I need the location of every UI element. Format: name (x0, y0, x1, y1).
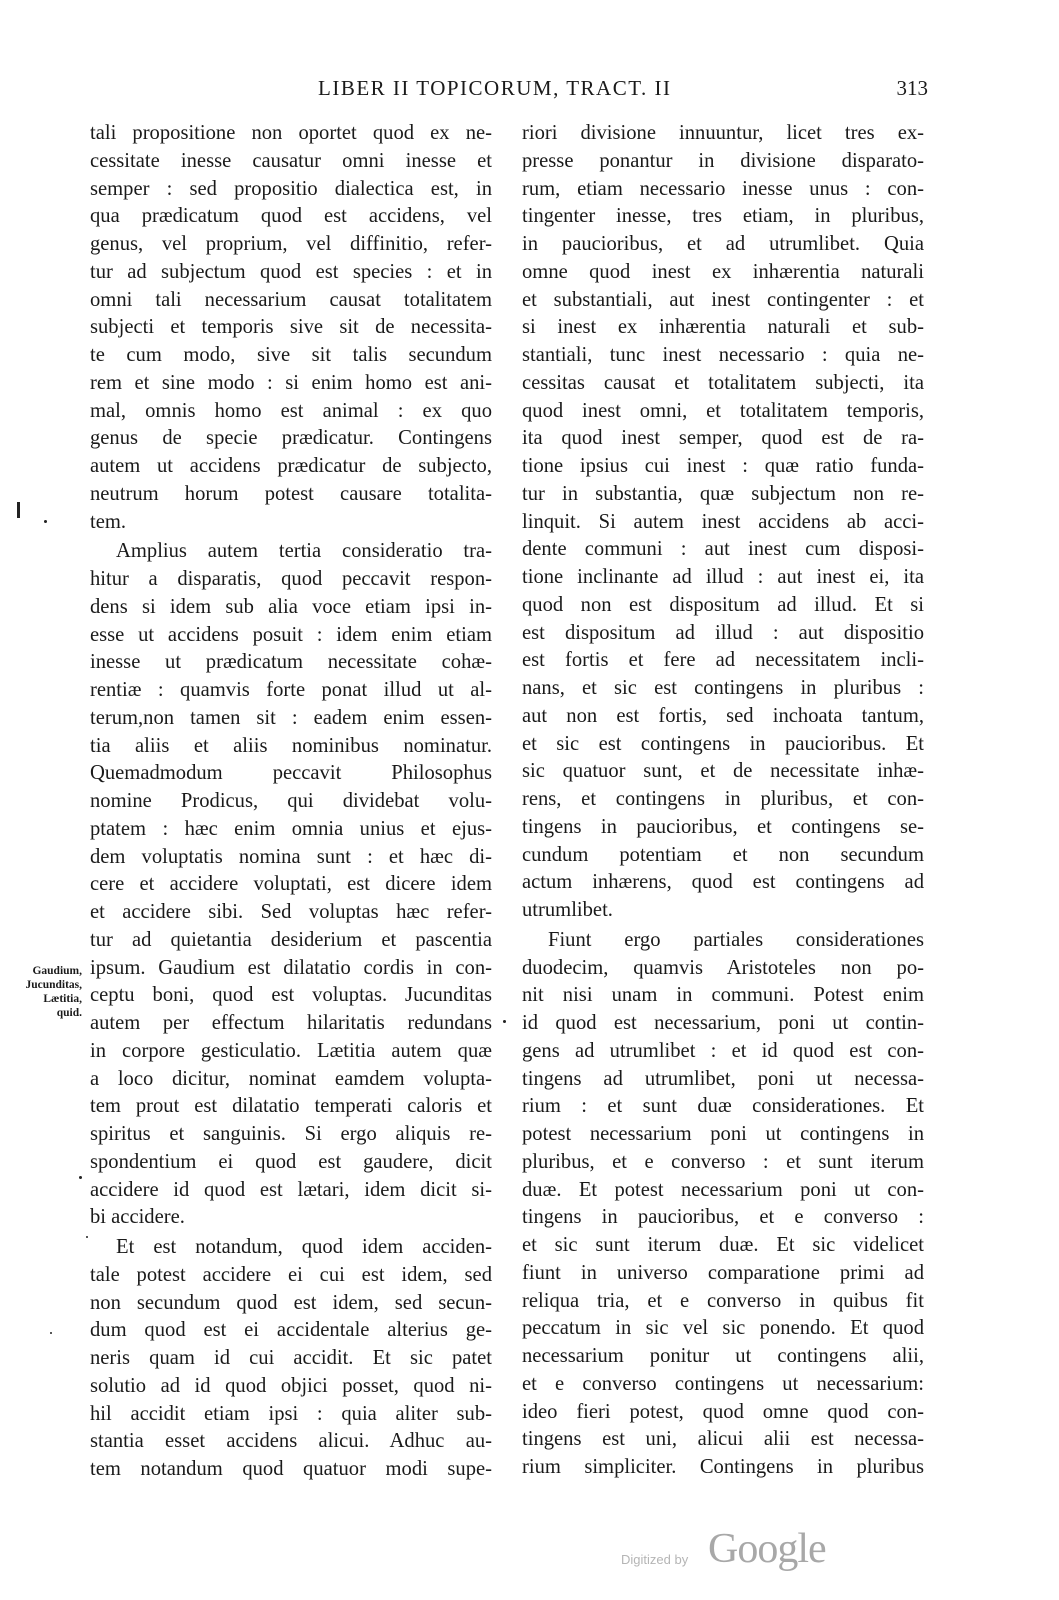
text-line: rem et sine modo : si enim homo est ani- (90, 371, 492, 394)
text-line: rium : et sunt duæ considerationes. Et (522, 1095, 924, 1118)
text-line: in corpore gesticulatio. Lætitia autem quæ (90, 1039, 492, 1062)
text-line: omni tali necessarium causat totalitatem (90, 288, 492, 311)
margin-dot (503, 1020, 506, 1023)
text-line: nans, et sic est contingens in pluribus : (522, 677, 924, 699)
text-line: tingens in paucioribus, et contingens se- (522, 815, 924, 838)
google-watermark: Google (708, 1526, 826, 1572)
text-line: hitur a disparatis, quod peccavit respon- (90, 568, 492, 590)
text-line: genus, vel proprium, vel diffinitio, refer- (90, 233, 492, 255)
text-line: semper : sed propositio dialectica est, in (90, 177, 492, 200)
text-line: cessitas causat et totalitatem subjecti, ita (522, 371, 924, 394)
text-line: tali propositione non oportet quod ex ne- (90, 122, 492, 144)
text-line: rens, et contingens in pluribus, et con- (522, 788, 924, 810)
text-line: ptatem : hæc enim omnia unius et ejus- (90, 817, 492, 840)
text-line: autem ut accidens prædicatur de subjecto, (90, 455, 492, 477)
text-line: tia aliis et aliis nominibus nominatur. (90, 734, 492, 757)
text-line: id quod est necessarium, poni ut contin- (522, 1012, 924, 1034)
margin-note-line: Jucunditas, (25, 979, 82, 991)
text-line: genus de specie prædicatur. Contingens (90, 427, 492, 450)
text-line: et substantiali, aut inest contingenter : et (522, 288, 924, 311)
text-line: tur in substantia, quæ subjectum non re- (522, 482, 924, 505)
text-line: tale potest accidere ei cui est idem, sed (90, 1263, 492, 1286)
text-line: cere et accidere voluptati, est dicere idem (90, 873, 492, 896)
text-line: cessitate inesse causatur omni inesse et (90, 149, 492, 172)
text-line: et sic est contingens in paucioribus. Et (522, 732, 924, 755)
text-line: esse ut accidens posuit : idem enim etiam (90, 623, 492, 646)
page-number: 313 (896, 76, 928, 100)
text-line: tingenter inesse, tres etiam, in pluribus, (522, 205, 924, 228)
page-header (90, 76, 928, 106)
text-line: cundum potentiam et non secundum (522, 843, 924, 866)
text-line: tingens ad utrumlibet, poni ut necessa- (522, 1067, 924, 1090)
text-line: est dispositum ad illud : aut dispositio (522, 621, 924, 644)
text-line: mal, omnis homo est animal : ex quo (90, 399, 492, 422)
text-line: rentiæ : quamvis forte ponat illud ut al- (90, 679, 492, 701)
margin-note (14, 964, 82, 1020)
margin-note-line: Gaudium, (32, 965, 82, 977)
text-line: utrumlibet. (522, 899, 613, 921)
text-line: terum,non tamen sit : eadem enim essen- (90, 706, 492, 729)
text-line: stantia esset accidens alicui. Adhuc au- (90, 1430, 492, 1453)
text-line: dente communi : aut inest cum disposi- (522, 538, 924, 561)
margin-dot (79, 1176, 82, 1179)
text-line: duodecim, quamvis Aristoteles non po- (522, 956, 924, 979)
text-line: duæ. Et potest necessarium poni ut con- (522, 1178, 924, 1201)
text-line: linquit. Si autem inest accidens ab acci- (522, 510, 924, 533)
text-line: peccatum in sic vel sic ponendo. Et quod (522, 1317, 924, 1340)
text-line: subjecti et temporis sive sit de necessita- (90, 316, 492, 339)
text-line: in paucioribus, et ad utrumlibet. Quia (522, 233, 924, 255)
text-line: actum inhærens, quod est contingens ad (522, 871, 924, 894)
text-line: Quemadmodum peccavit Philosophus (90, 762, 492, 785)
text-line: Fiunt ergo partiales considerationes (548, 928, 924, 951)
text-line: inesse ut prædicatum necessitate cohæ- (90, 651, 492, 674)
margin-note-line: quid. (56, 1007, 82, 1019)
text-line: si inest ex inhærentia naturali et sub- (522, 316, 924, 339)
text-line: nit nisi unam in communi. Potest enim (522, 984, 924, 1007)
left-column (90, 120, 492, 1484)
text-line: presse ponantur in divisione disparato- (522, 149, 924, 172)
text-line: solutio ad id quod objici posset, quod ni- (90, 1374, 492, 1397)
text-line: pluribus, et e converso : et sunt iterum (522, 1150, 924, 1173)
text-line: et sic sunt iterum duæ. Et sic videlicet (522, 1234, 924, 1256)
text-line: gens ad utrumlibet : et id quod est con- (522, 1039, 924, 1062)
margin-dot (86, 1236, 88, 1238)
text-line: et e converso contingens ut necessarium: (522, 1372, 924, 1395)
text-line: dem voluptatis nomina sunt : et hæc di- (90, 845, 492, 868)
text-line: rum, etiam necessario inesse unus : con- (522, 177, 924, 200)
text-line: ipsum. Gaudium est dilatatio cordis in con- (90, 956, 492, 979)
text-line: spiritus et sanguinis. Si ergo aliquis re- (90, 1123, 492, 1145)
text-line: dum quod est ei accidentale alterius ge- (90, 1319, 492, 1342)
text-line: nomine Prodicus, qui dividebat volu- (90, 790, 492, 812)
text-line: et accidere sibi. Sed voluptas hæc refer- (90, 901, 492, 923)
text-line: autem per effectum hilaritatis redundans (90, 1012, 492, 1034)
text-line: dens si idem sub alia voce etiam ipsi in- (90, 595, 492, 618)
text-line: hil accidit etiam ipsi : quia aliter sub- (90, 1402, 492, 1425)
text-line: necessarium ponitur ut contingens alii, (522, 1345, 924, 1367)
text-line: Et est notandum, quod idem acciden- (116, 1236, 492, 1258)
text-line: ideo fieri potest, quod omne quod con- (522, 1400, 924, 1423)
text-line: tur ad subjectum quod est species : et in (90, 260, 492, 283)
margin-dot (44, 520, 47, 523)
text-line: est fortis et fere ad necessitatem incli- (522, 649, 924, 672)
text-line: a loco dicitur, nominat eamdem volupta- (90, 1067, 492, 1090)
text-line: aut non est fortis, sed inchoata tantum, (522, 704, 924, 727)
text-line: tem prout est dilatatio temperati caloris et (90, 1095, 492, 1118)
text-line: reliqua tria, et e converso in quibus fit (522, 1289, 924, 1312)
text-line: riori divisione innuuntur, licet tres ex- (522, 122, 924, 144)
text-line: fiunt in universo comparatione primi ad (522, 1261, 924, 1284)
text-line: quod inest omni, et totalitatem temporis, (522, 399, 924, 422)
text-line: tingens est uni, alicui alii est necessa- (522, 1428, 924, 1451)
text-line: te cum modo, sive sit talis secundum (90, 344, 492, 366)
running-head: LIBER II TOPICORUM, TRACT. II (318, 76, 672, 100)
text-line: tem notandum quod quatuor modi supe- (90, 1458, 492, 1480)
text-line: tur ad quietantia desiderium et pascentia (90, 928, 492, 951)
text-line: spondentium ei quod est gaudere, dicit (90, 1150, 492, 1173)
digitized-by-label: Digitized by (621, 1552, 689, 1567)
text-line: stantiali, tunc inest necessario : quia ne- (522, 344, 924, 366)
text-line: omne quod inest ex inhærentia naturali (522, 260, 924, 283)
text-line: ceptu boni, quod est voluptas. Jucunditas (90, 984, 492, 1007)
margin-dot (50, 1332, 52, 1334)
text-line: Amplius autem tertia consideratio tra- (116, 540, 492, 563)
text-line: sic quatuor sunt, et de necessitate inhæ- (522, 760, 924, 783)
text-line: tione inclinante ad illud : aut inest ei, ita (522, 566, 924, 588)
text-line: quod non est dispositum ad illud. Et si (522, 593, 924, 616)
text-line: tingens in paucioribus, et e converso : (522, 1206, 924, 1229)
margin-mark (17, 502, 20, 518)
margin-note-line: Lætitia, (43, 993, 82, 1005)
text-line: tione ipsius cui inest : quæ ratio funda- (522, 455, 924, 477)
text-line: qua prædicatum quod est accidens, vel (90, 205, 492, 228)
text-line: neris quam id cui accidit. Et sic patet (90, 1347, 492, 1369)
right-column (522, 120, 924, 1482)
text-line: ita quod inest semper, quod est de ra- (522, 427, 924, 450)
text-line: rium simpliciter. Contingens in pluribus (522, 1456, 924, 1478)
text-line: potest necessarium poni ut contingens in (522, 1123, 924, 1145)
text-line: bi accidere. (90, 1206, 185, 1229)
text-line: non secundum quod est idem, sed secun- (90, 1291, 492, 1314)
text-line: accidere id quod est lætari, idem dicit si- (90, 1178, 492, 1201)
text-line: neutrum horum potest causare totalita- (90, 482, 492, 505)
text-line: tem. (90, 510, 127, 533)
